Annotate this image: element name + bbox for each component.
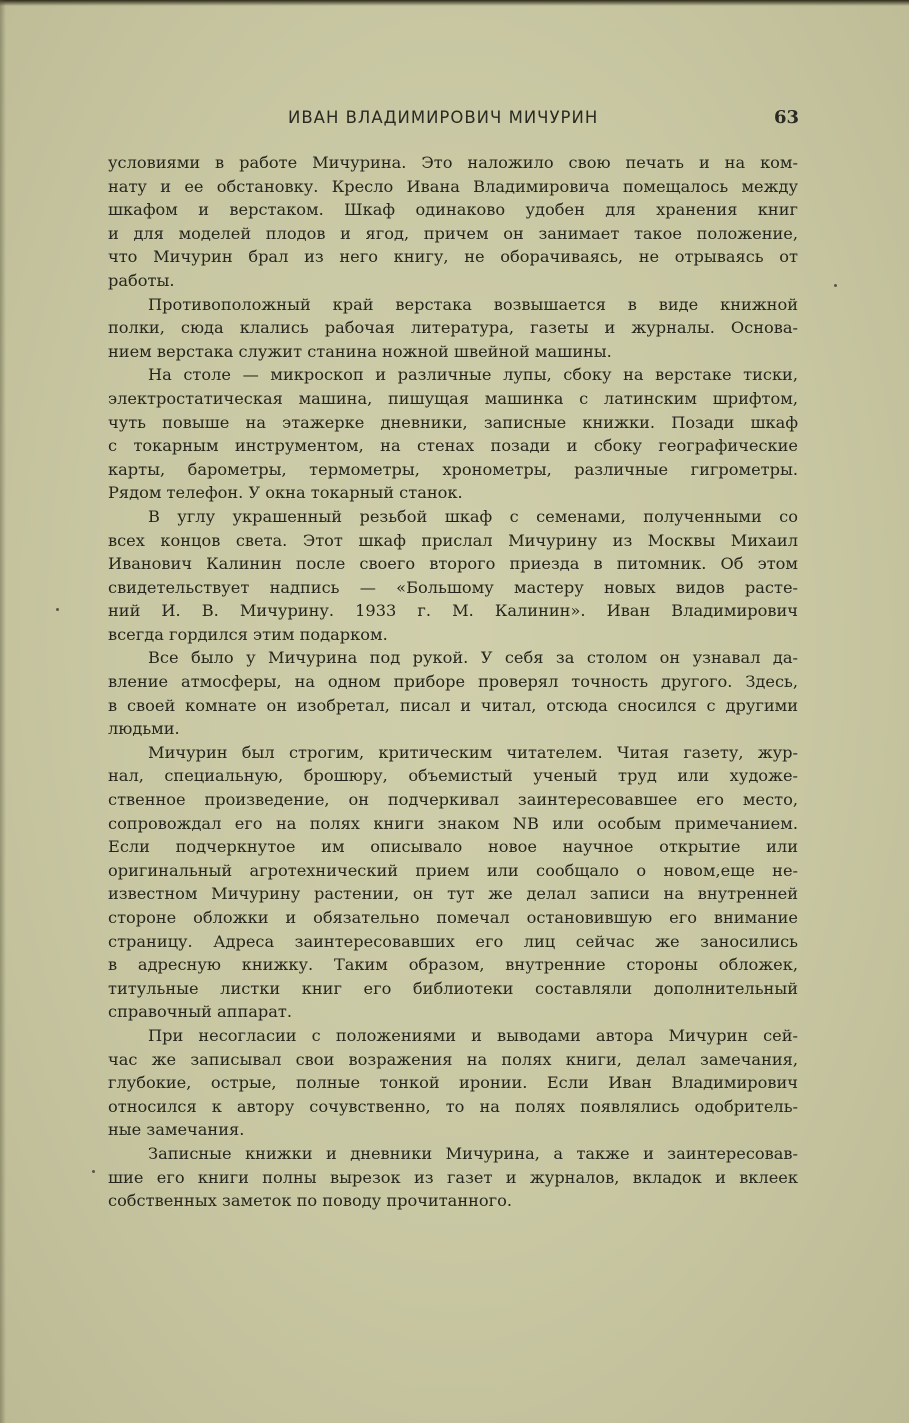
text-line: На столе — микроскоп и различные лупы, сбоку на верстаке тиски, — [148, 365, 798, 385]
text-line: час же записывал свои возражения на полях книги, делал замечания, — [108, 1049, 798, 1069]
text-line: глубокие, острые, полные тонкой иронии. Если Иван Владимирович — [108, 1073, 798, 1093]
page-top-edge — [0, 0, 909, 6]
text-line: Мичурин был строгим, критическим читателем. Читая газету, жур- — [148, 742, 798, 762]
text-line: нием верстака служит станина ножной швейной машины. — [108, 341, 612, 361]
text-line: чуть повыше на этажерке дневники, записные книжки. Позади шкаф — [108, 412, 798, 432]
text-line: В углу украшенный резьбой шкаф с семенами, полученными со — [148, 506, 798, 526]
text-line: Иванович Калинин после своего второго приезда в питомник. Об этом — [108, 554, 798, 574]
text-line: карты, барометры, термометры, хронометры, различные гигрометры. — [108, 459, 798, 479]
page-header — [0, 108, 909, 134]
text-line: оригинальный агротехнический прием или сообщало о новом,еще не- — [108, 860, 798, 880]
paper-speck — [834, 284, 837, 287]
text-line: страницу. Адреса заинтересовавших его лиц сейчас же заносились — [108, 931, 798, 951]
text-line: стороне обложки и обязательно помечал остановившую его внимание — [108, 908, 798, 927]
text-line: При несогласии с положениями и выводами автора Мичурин сей- — [148, 1025, 798, 1045]
text-line: вление атмосферы, на одном приборе проверял точность другого. Здесь, — [108, 672, 798, 692]
text-line: всех концов света. Этот шкаф прислал Мичурину из Москвы Михаил — [108, 530, 798, 550]
text-line: титульные листки книг его библиотеки составляли дополнительный — [108, 978, 798, 998]
text-line: нату и ее обстановку. Кресло Ивана Владимировича помещалось между — [108, 176, 798, 196]
text-line: Все было у Мичурина под рукой. У себя за столом он узнавал да- — [148, 648, 798, 668]
text-line: Противоположный край верстака возвышается в виде книжной — [148, 294, 798, 314]
text-line: и для моделей плодов и ягод, причем он занимает такое положение, — [108, 223, 798, 243]
text-line: известном Мичурину растении, он тут же делал записи на внутренней — [108, 884, 798, 904]
text-line: нал, специальную, брошюру, объемистый ученый труд или художе- — [108, 766, 798, 786]
text-line: шие его книги полны вырезок из газет и журналов, вкладок и вклеек — [108, 1167, 798, 1187]
text-line: ственное произведение, он подчеркивал заинтересовавшее его место, — [108, 790, 798, 810]
text-line: в адресную книжку. Таким образом, внутренние стороны обложек, — [108, 955, 798, 975]
running-title: ИВАН ВЛАДИМИРОВИЧ МИЧУРИН — [288, 108, 599, 127]
text-line: собственных заметок по поводу прочитанного. — [108, 1191, 513, 1211]
text-line: электростатическая машина, пишущая машинка с латинским шрифтом, — [108, 388, 798, 408]
text-line: сопровождал его на полях книги знаком NB или особым примечанием. — [108, 813, 798, 833]
text-line: ний И. В. Мичурину. 1933 г. М. Калинин». Иван Владимирович — [108, 601, 798, 621]
text-line: в своей комнате он изобретал, писал и читал, отсюда сносился с другими — [108, 695, 798, 715]
text-line: условиями в работе Мичурина. Это наложило свою печать и на ком- — [108, 153, 798, 172]
text-line: Рядом телефон. У окна токарный станок. — [108, 483, 463, 503]
text-line: людьми. — [108, 719, 180, 739]
text-line: Если подчеркнутое им описывало новое научное открытие или — [108, 837, 798, 857]
page-number: 63 — [774, 107, 800, 128]
text-line: с токарным инструментом, на стенах позади и сбоку географические — [108, 436, 798, 456]
text-line: справочный аппарат. — [108, 1002, 293, 1022]
body-text — [108, 151, 798, 1213]
text-line: Записные книжки и дневники Мичурина, а также и заинтересовав- — [148, 1143, 798, 1163]
paper-speck — [92, 1170, 95, 1173]
text-line: что Мичурин брал из него книгу, не оборачиваясь, не отрываясь от — [108, 247, 798, 267]
text-line: ные замечания. — [108, 1120, 245, 1140]
text-line: всегда гордился этим подарком. — [108, 624, 388, 644]
text-line: свидетельствует надпись — «Большому мастеру новых видов расте- — [108, 577, 798, 597]
page-left-edge — [0, 0, 6, 1423]
text-line: относился к автору сочувственно, то на полях появлялись одобритель- — [108, 1096, 798, 1116]
paper-speck — [56, 608, 59, 611]
text-line: шкафом и верстаком. Шкаф одинаково удобен для хранения книг — [108, 200, 798, 220]
text-line: работы. — [108, 270, 175, 290]
text-line: полки, сюда клались рабочая литература, газеты и журналы. Основа- — [108, 318, 798, 338]
